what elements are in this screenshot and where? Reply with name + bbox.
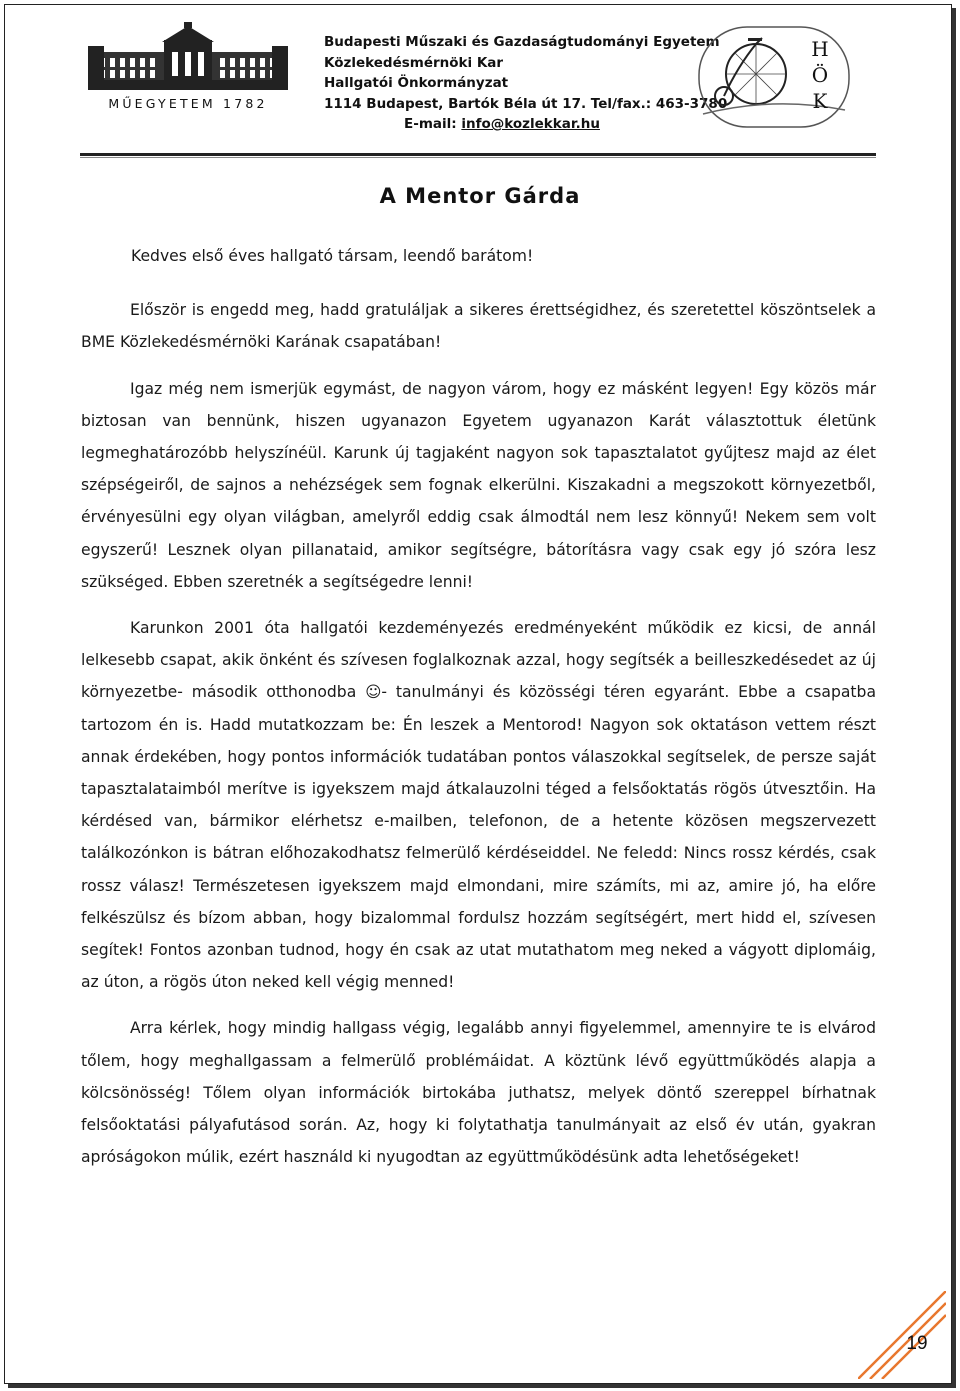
paragraph-1: Először is engedd meg, hadd gratuláljak a sikeres érettségidhez, és szeretettel köszöntselek a BME Közlekedésmérnöki Karának csapatában! (81, 301, 876, 352)
hok-letter-k: K (812, 89, 828, 113)
page-title: A Mentor Gárda (379, 184, 581, 208)
email-line (324, 114, 694, 135)
paragraph-4: Arra kérlek, hogy mindig hallgass végig, legalább annyi figyelemmel, amennyire te is elvárod tőlem, hogy meghallgassam a felmerülő problémáidat. A köztünk lévő együttműködés alapja a kölcsönösség! Tőlem olyan információk birtokába juthatsz, melyek döntő szereppel bírhatnak felsőoktatási pályafutásod során. Az, hogy ki folytathatja tanulmányait az első év után, gyakran apróságokon múlik, ezért használd ki nyugodtan az együttműködésünk adta lehetőségeket! (81, 1019, 876, 1167)
page-number: 19 (906, 1333, 928, 1354)
greeting-paragraph: Kedves első éves hallgató társam, leendő barátom! (131, 247, 534, 265)
student-union-name: Hallgatói Önkormányzat (324, 75, 509, 91)
paragraph-2: Igaz még nem ismerjük egymást, de nagyon várom, hogy ez másként legyen! Egy közös már biztosan van bennünk, hiszen ugyanazon Egyetem ugyanazon Karát választottuk életünk legmeghatározóbb helyszínéül. Karunk új tagjaként nagyon sok tapasztalatot gyűjtesz majd az élet szépségeiről, de sajnos a nehézségek sem fognak elkerülni. Kiszakadni a megszokott környezetből, érvényesülni egy olyan világban, amelyről eddig csak álmodtál nem lesz könnyű! Nekem sem volt egyszerű! Lesznek olyan pillanataid, amikor segítségre, bátorításra vagy csak egy jó szóra lesz szükséged. Ebben szeretnék a segítségedre lenni! (81, 379, 876, 591)
hok-letter-h: H (811, 37, 829, 61)
bme-building-logo (86, 22, 290, 112)
email-link[interactable]: info@kozlekkar.hu (461, 116, 600, 132)
faculty-name: Közlekedésmérnöki Kar (324, 54, 504, 71)
organization-block (324, 32, 728, 135)
email-label: E-mail: (404, 116, 462, 132)
paragraph-3: Karunkon 2001 óta hallgatói kezdeményezés eredményeként működik ez kicsi, de annál lelkesebb csapat, akik önként és szívesen foglalkoznak azzal, hogy segítsék a beilleszkedésedet az új környezetbe- második otthonodba ☺- tanulmányi és közösségi téren egyaránt. Ebbe a csapatba tartozom én is. Hadd mutatkozzam be: Én leszek a Mentorod! Nagyon sok oktatáson vettem részt annak érdekében, hogy pontos információk tudatában pontos válaszokkal segítselek, de persze saját tapasztalataimból merítve is igyekszem majd átkalauzolni téged a felsőoktatás rögös útvesztőin. Ha kérdésed van, bármikor elérhetsz e-mailben, telefonon, de a hetente közösen megszervezett találkozónkon is bátran előhozakodhatsz felmerülő kérdéseiddel. Ne feledd: Nincs rossz kérdés, csak rossz válasz! Természetesen igyekszem majd elmondani, mire számíts, mi az, amire jó, ha előre felkészülsz és bízom abban, hogy bizalommal fordulsz hozzám segítségért, mert hidd el, szívesen segítek! Fontos azonban tudnod, hogy én csak az utat mutathatom meg neked a vágyott diplomáig, az úton, a rögös úton neked kell végig menned! (81, 619, 876, 992)
letter-body (81, 240, 876, 1173)
bme-logo-text: MŰEGYETEM 1782 (108, 96, 268, 111)
header-rule-thin (80, 157, 876, 158)
letterhead (0, 0, 960, 160)
hok-letter-o: Ö (811, 63, 829, 87)
university-name: Budapesti Műszaki és Gazdaságtudományi Egyetem (324, 34, 720, 50)
hok-bicycle-logo (698, 26, 850, 128)
address-phone: 1114 Budapest, Bartók Béla út 17. Tel/fax.: 463-3780 (324, 95, 728, 112)
header-rule (80, 153, 876, 156)
